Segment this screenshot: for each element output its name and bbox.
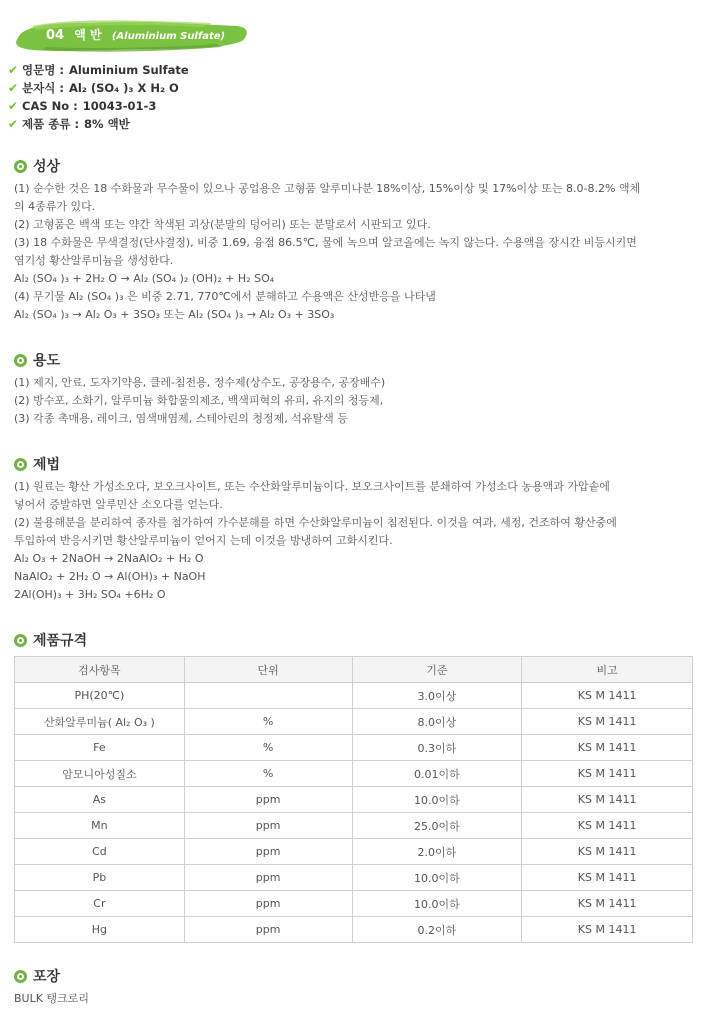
spec-item-cas: [8, 97, 189, 115]
table-cell: KS M 1411: [522, 839, 693, 865]
circle-bullet-icon: [14, 634, 27, 647]
table-cell: 10.0이하: [352, 787, 522, 813]
table-cell: Cd: [15, 839, 185, 865]
section-body: [14, 478, 617, 604]
section-heading: [14, 156, 640, 176]
text-line: (3) 18 수화물은 무색결정(단사결정), 비중 1.69, 융점 86.5℃, 물에 녹으며 알코올에는 녹지 않는다. 수용액을 장시간 비등시키면: [14, 236, 637, 249]
product-name-ko: 액 반: [74, 28, 102, 42]
table-row: [15, 891, 693, 917]
table-cell: Pb: [15, 865, 185, 891]
section-body: [14, 180, 640, 324]
spec-item-formula: [8, 79, 189, 97]
text-line: 넣어서 증발하면 알루민산 소오다를 얻는다.: [14, 498, 223, 511]
circle-bullet-icon: [14, 160, 27, 173]
circle-bullet-icon: [14, 970, 27, 983]
banner-title: [46, 26, 225, 43]
column-header: 기준: [352, 657, 522, 683]
formula-line: Al₂ (SO₄ )₃ + 2H₂ O → Al₂ (SO₄ )₂ (OH)₂ + H₂ SO₄: [14, 272, 275, 285]
table-row: [15, 709, 693, 735]
spec-label: CAS No :: [22, 99, 78, 113]
product-name-en: (Aluminium Sulfate): [111, 31, 226, 42]
table-cell: 3.0이상: [352, 683, 522, 709]
spec-list: [8, 61, 189, 133]
table-cell: ppm: [184, 813, 352, 839]
table-cell: ppm: [184, 865, 352, 891]
check-icon: ✔: [8, 63, 19, 77]
section-body: [14, 374, 385, 428]
table-row: [15, 865, 693, 891]
text-line: BULK 탱크로리: [14, 992, 89, 1005]
table-cell: ppm: [184, 787, 352, 813]
table-cell: ppm: [184, 839, 352, 865]
section-uses: [14, 350, 385, 428]
table-cell: ppm: [184, 891, 352, 917]
table-cell: 산화알루미늄( Al₂ O₃ ): [15, 709, 185, 735]
table-cell: PH(20℃): [15, 683, 185, 709]
table-cell: KS M 1411: [522, 917, 693, 943]
table-cell: ppm: [184, 917, 352, 943]
table-cell: Fe: [15, 735, 185, 761]
text-line: 의 4종류가 있다.: [14, 200, 96, 213]
table-cell: %: [184, 709, 352, 735]
standards-table: [14, 656, 693, 943]
section-method: [14, 454, 617, 604]
table-row: [15, 761, 693, 787]
table-row: [15, 787, 693, 813]
table-cell: Cr: [15, 891, 185, 917]
table-row: [15, 813, 693, 839]
text-line: (4) 무기물 Al₂ (SO₄ )₃ 은 비중 2.71, 770℃에서 분해하고 수용액은 산성반응을 나타냄: [14, 290, 436, 303]
section-title: 용도: [33, 353, 61, 369]
text-line: (2) 고형품은 백색 또는 약간 착색된 괴상(분말의 덩어리) 또는 분말로서 시판되고 있다.: [14, 218, 431, 231]
table-cell: 0.01이하: [352, 761, 522, 787]
formula-line: Al₂ O₃ + 2NaOH → 2NaAlO₂ + H₂ O: [14, 552, 204, 565]
table-cell: 10.0이하: [352, 865, 522, 891]
table-cell: Mn: [15, 813, 185, 839]
table-cell: 0.2이하: [352, 917, 522, 943]
table-cell: KS M 1411: [522, 683, 693, 709]
spec-value: Al₂ (SO₄ )₃ X H₂ O: [68, 81, 179, 95]
spec-label: 분자식 :: [22, 81, 64, 95]
spec-item-english-name: [8, 61, 189, 79]
section-heading: [14, 630, 87, 650]
text-line: (1) 순수한 것은 18 수화물과 무수물이 있으나 공업용은 고형품 알루미나분 18%이상, 15%이상 및 17%이상 또는 8.0-8.2% 액체: [14, 182, 641, 195]
text-line: (1) 제지, 안료, 도자기약용, 클레-침전용, 정수제(상수도, 공장용수, 공장배수): [14, 376, 386, 389]
section-standards: [14, 630, 87, 650]
section-heading: [14, 966, 89, 986]
section-body: [14, 990, 89, 1008]
text-line: 투입하여 반응시키면 황산알루미늄이 얻어지 는데 이것을 방냉하여 고화시킨다.: [14, 534, 393, 547]
check-icon: ✔: [8, 81, 19, 95]
table-row: [15, 839, 693, 865]
text-line: 염기성 황산알루미늄을 생성한다.: [14, 254, 174, 267]
check-icon: ✔: [8, 117, 19, 131]
spec-value: Aluminium Sulfate: [68, 63, 189, 77]
table-cell: 암모니아성질소: [15, 761, 185, 787]
section-title: 제법: [33, 457, 61, 473]
circle-bullet-icon: [14, 458, 27, 471]
section-title: 포장: [33, 969, 61, 985]
title-banner: [12, 14, 250, 58]
table-cell: %: [184, 761, 352, 787]
section-number: 04: [46, 28, 65, 43]
table-cell: Hg: [15, 917, 185, 943]
column-header: 비고: [522, 657, 693, 683]
table-cell: KS M 1411: [522, 709, 693, 735]
table-cell: 0.3이하: [352, 735, 522, 761]
formula-line: Al₂ (SO₄ )₃ → Al₂ O₃ + 3SO₃ 또는 Al₂ (SO₄ )₃ → Al₂ O₃ + 3SO₃: [14, 308, 335, 321]
section-heading: [14, 454, 617, 474]
text-line: (3) 각종 촉매용, 레이크, 염색매염제, 스테아린의 청정제, 석유탈색 등: [14, 412, 348, 425]
table-cell: As: [15, 787, 185, 813]
circle-bullet-icon: [14, 354, 27, 367]
table-cell: 8.0이상: [352, 709, 522, 735]
spec-label: 제품 종류 :: [22, 117, 80, 131]
spec-value: 8% 액반: [84, 117, 130, 131]
spec-value: 10043-01-3: [82, 99, 157, 113]
text-line: (2) 방수포, 소화기, 알루미늄 화합물의제조, 백색피혁의 유피, 유지의 청등제,: [14, 394, 384, 407]
section-title: 제품규격: [33, 633, 88, 649]
spec-label: 영문명 :: [22, 63, 64, 77]
table-cell: [184, 683, 352, 709]
table-header-row: [15, 657, 693, 683]
column-header: 단위: [184, 657, 352, 683]
table-row: [15, 735, 693, 761]
check-icon: ✔: [8, 99, 19, 113]
formula-line: NaAlO₂ + 2H₂ O → Al(OH)₃ + NaOH: [14, 570, 206, 583]
section-properties: [14, 156, 640, 324]
table-cell: KS M 1411: [522, 735, 693, 761]
spec-item-product-type: [8, 115, 189, 133]
table-cell: KS M 1411: [522, 891, 693, 917]
text-line: (2) 불용해분을 분리하여 종자를 첨가하여 가수분해를 하면 수산화알루미늄이 침전된다. 이것을 여과, 세정, 건조하여 황산중에: [14, 516, 617, 529]
section-title: 성상: [33, 159, 61, 175]
table-cell: KS M 1411: [522, 787, 693, 813]
formula-line: 2Al(OH)₃ + 3H₂ SO₄ +6H₂ O: [14, 588, 166, 601]
table-row: [15, 683, 693, 709]
table-cell: 10.0이하: [352, 891, 522, 917]
section-packaging: [14, 966, 89, 1008]
section-heading: [14, 350, 385, 370]
table-cell: %: [184, 735, 352, 761]
table-cell: KS M 1411: [522, 813, 693, 839]
table-row: [15, 917, 693, 943]
table-cell: KS M 1411: [522, 865, 693, 891]
table-cell: KS M 1411: [522, 761, 693, 787]
text-line: (1) 원료는 황산 가성소오다, 보오크사이트, 또는 수산화알루미늄이다. 보오크사이트를 분쇄하여 가성소다 농용액과 가압솥에: [14, 480, 610, 493]
table-cell: 25.0이하: [352, 813, 522, 839]
column-header: 검사항목: [15, 657, 185, 683]
table-cell: 2.0이하: [352, 839, 522, 865]
